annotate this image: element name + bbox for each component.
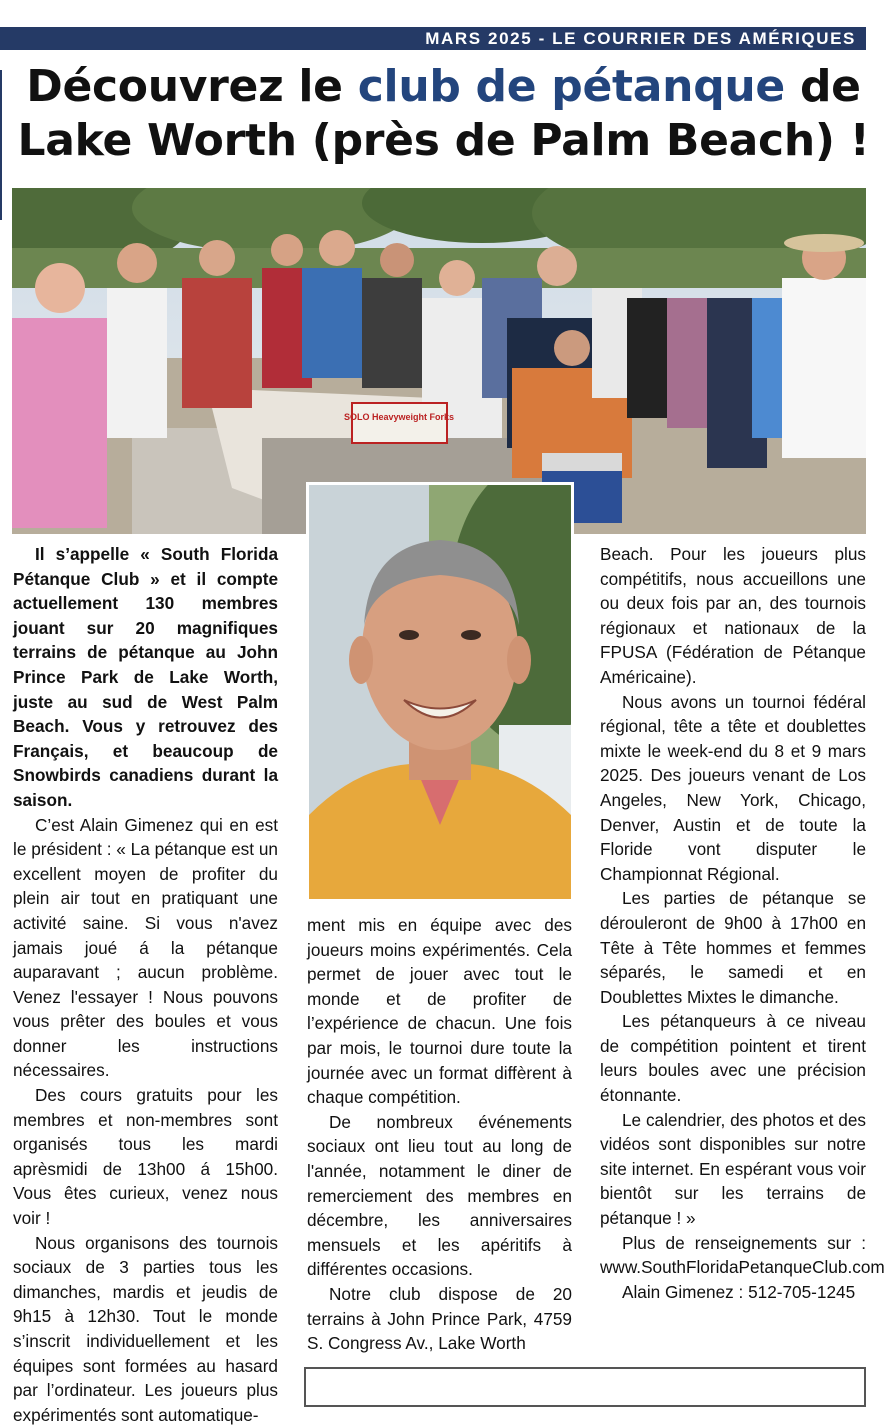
article-lead: Il s’appelle « South Florida Pétanque Club » et il compte actuellement 130 membres jouant sur 20 magnifiques terrains de pétanque au John Prince Park de Lake Worth, juste au sud de West Palm Beach. Vous y retrouvez des Français, et beaucoup de Snowbirds canadiens durant la saison.	[13, 544, 278, 810]
contact-website: Plus de renseignements sur : www.SouthFloridaPetanqueClub.com	[600, 1232, 885, 1278]
contact-phone: Alain Gimenez : 512-705-1245	[622, 1281, 856, 1302]
paragraph: Beach. Pour les joueurs plus compétitifs, nous accueillons une ou deux fois par an, des tournois régionaux et nationaux de la FPUSA (Fédération de Pétanque Américaine).	[600, 544, 866, 687]
paragraph: ment mis en équipe avec des joueurs moins expérimentés. Cela permet de jouer avec tout le monde et de profiter de l’expérience de chacun. Une fois par mois, le tournoi dure toute la journée avec un format diffèrent à chaque compétition.	[307, 915, 572, 1108]
paragraph: Les pétanqueurs à ce niveau de compétition pointent et tirent leurs boules avec une précision étonnante.	[600, 1011, 866, 1106]
portrait-illustration	[309, 485, 571, 899]
article-column-3	[600, 542, 885, 1304]
paragraph: Nous organisons des tournois sociaux de 3 parties tous les dimanches, mardis et jeudis de 9h15 à 12h30. Tout le monde s’inscrit individuellement et les équipes sont formées au hasard par l’ordinateur. Les joueurs plus expérimentés sont automatique-	[13, 1232, 278, 1425]
portrait-photo	[306, 482, 574, 902]
paragraph: Les parties de pétanque se dérouleront de 9h00 à 17h00 en Tête à Tête hommes et femmes séparés, le samedi et en Doublettes Mixtes le dimanche.	[600, 888, 866, 1007]
issue-banner	[0, 27, 866, 50]
bottom-box	[304, 1367, 866, 1407]
headline-highlight: club de pétanque	[357, 61, 785, 112]
headline-line2: Lake Worth (près de Palm Beach) !	[17, 115, 870, 166]
paragraph: Notre club dispose de 20 terrains à John Prince Park, 4759 S. Congress Av., Lake Worth	[307, 1283, 572, 1354]
article-column-1	[13, 542, 278, 1427]
paragraph: C’est Alain Gimenez qui en est le président : « La pétanque est un excellent moyen de profiter du plein air tout en pratiquant une activité saine. Si vous n'avez jamais joué á la pétanque auparavant ; aucun problème. Venez l'essayer ! Nous pouvons vous prêter des boules et vous donner les instructions nécessaires.	[13, 814, 278, 1081]
paragraph: Nous avons un tournoi fédéral régional, tête a tête et doublettes mixte le week-end du 8 et 9 mars 2025. Des joueurs venant de Los Angeles, New York, Chicago, Denver, Austin et de toute la Floride vont disputer le Championnat Régional.	[600, 691, 866, 884]
issue-label: MARS 2025 - LE COURRIER DES AMÉRIQUES	[425, 29, 856, 48]
paragraph: Le calendrier, des photos et des vidéos sont disponibles sur notre site internet. En espérant vous voir bientôt sur les terrains de pétanque ! »	[600, 1109, 866, 1229]
box-label: SOLO Heavyweight Forks	[343, 412, 455, 422]
article-column-2	[307, 913, 572, 1356]
paragraph: De nombreux événements sociaux ont lieu tout au long de l'année, notamment le diner de remerciement des membres en décembre, les anniversaires mensuels et les apéritifs à différentes occasions.	[307, 1111, 572, 1280]
article-headline: Découvrez le club de pétanque de Lake Worth (près de Palm Beach) !	[0, 60, 887, 168]
paragraph: Des cours gratuits pour les membres et non-membres sont organisés tous les mardi aprèsmidi de 13h00 á 15h00. Vous êtes curieux, venez nous voir !	[13, 1085, 278, 1229]
